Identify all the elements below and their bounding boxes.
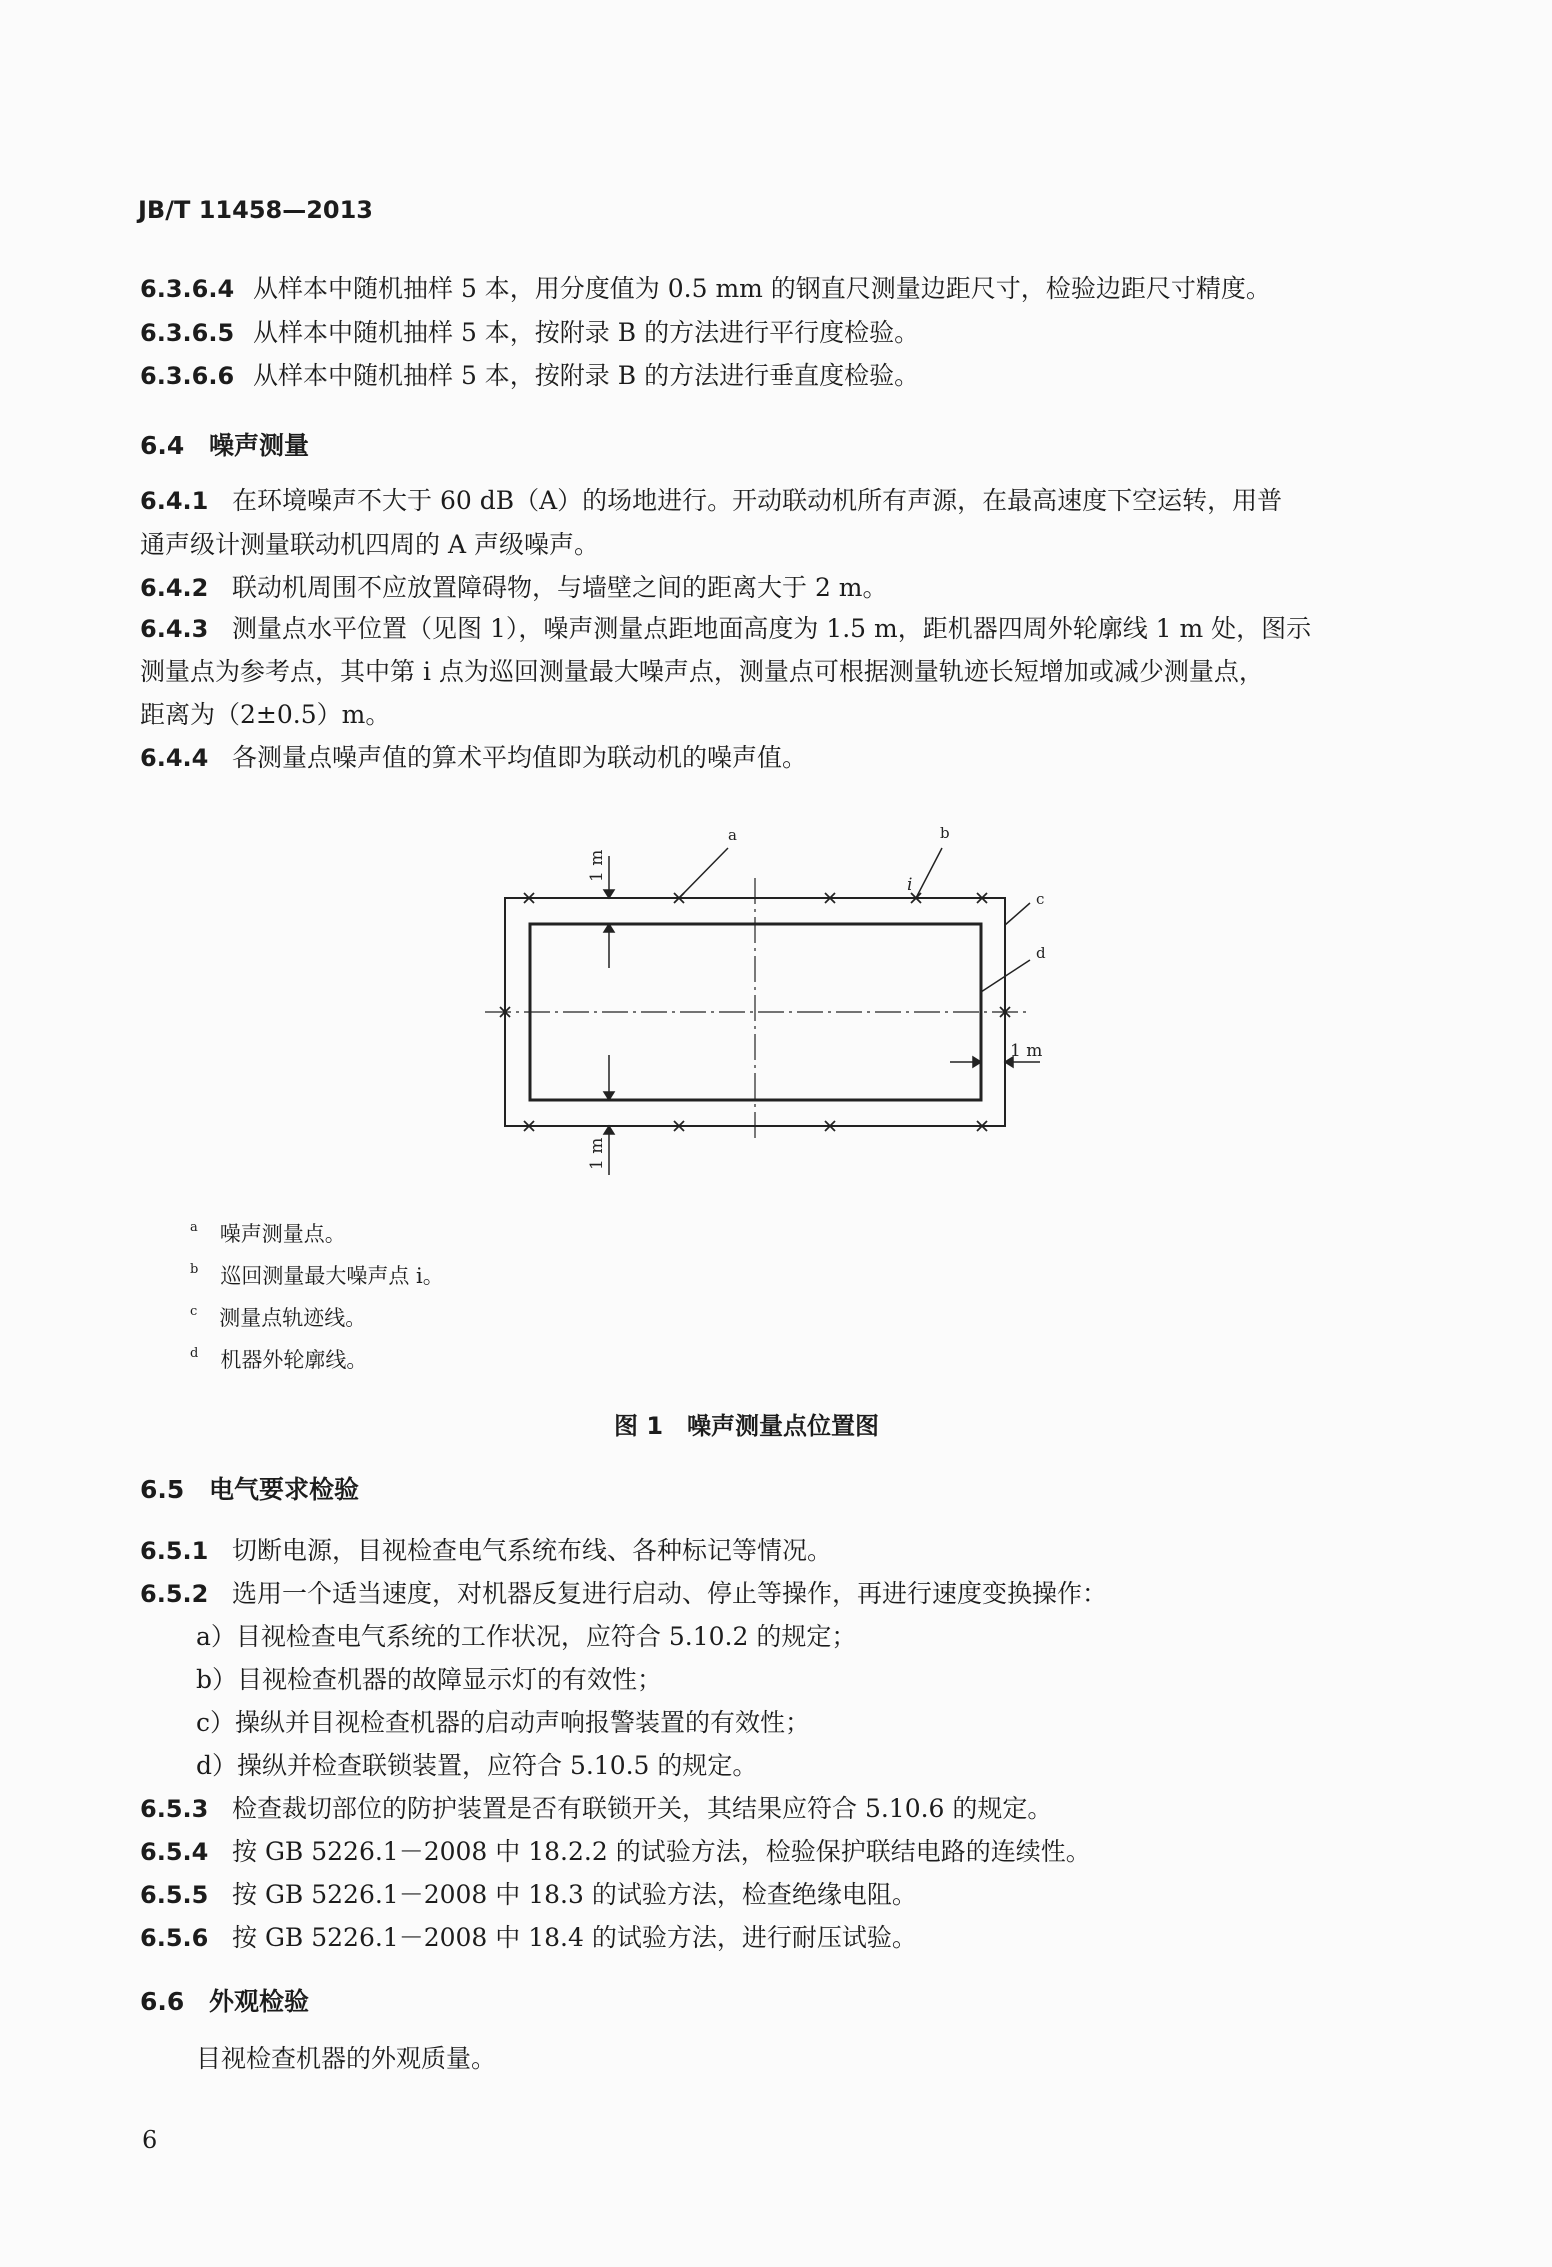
clause-text: 切断电源，目视检查电气系统布线、各种标记等情况。 (232, 1536, 833, 1565)
clause-number: 6.5.6 (140, 1924, 209, 1952)
clause-6-5-1 (140, 1536, 832, 1566)
label-i: i (907, 875, 913, 895)
label-d: d (1036, 944, 1046, 962)
clause-number: 6.5.2 (140, 1580, 209, 1608)
clause-number: 6.5.5 (140, 1881, 209, 1909)
label-c: c (1036, 890, 1045, 908)
section-number: 6.5 (140, 1475, 185, 1504)
figure-note-c (190, 1302, 366, 1332)
clause-text: 从样本中随机抽样 5 本，按附录 B 的方法进行垂直度检验。 (253, 361, 920, 390)
note-key: d (190, 1346, 199, 1361)
clause-text: 按 GB 5226.1－2008 中 18.2.2 的试验方法，检验保护联结电路的连续性。 (232, 1837, 1091, 1866)
clause-6-5-4 (140, 1837, 1091, 1867)
label-dim-bottom: 1 m (587, 1137, 607, 1170)
section-title: 外观检验 (209, 1987, 310, 2016)
clause-number: 6.4.1 (140, 487, 209, 515)
label-a: a (728, 826, 737, 844)
document-id: JB/T 11458—2013 (138, 196, 374, 224)
clause-text: 检查裁切部位的防护装置是否有联锁开关，其结果应符合 5.10.6 的规定。 (232, 1794, 1053, 1823)
clause-text: 联动机周围不应放置障碍物，与墙壁之间的距离大于 2 m。 (232, 573, 888, 602)
clause-text: 在环境噪声不大于 60 dB（A）的场地进行。开动联动机所有声源，在最高速度下空运转，用普 (232, 486, 1283, 515)
figure-caption: 图 1 噪声测量点位置图 (614, 1412, 880, 1440)
note-key: c (190, 1304, 198, 1319)
clause-number: 6.3.6.4 (140, 275, 235, 303)
clause-number: 6.4.3 (140, 615, 209, 643)
list-item-a: a）目视检查电气系统的工作状况，应符合 5.10.2 的规定； (196, 1622, 857, 1651)
clause-6-4-3-cont1: 测量点为参考点，其中第 i 点为巡回测量最大噪声点，测量点可根据测量轨迹长短增加或减少测量点， (140, 657, 1264, 686)
list-item-c: c）操纵并目视检查机器的启动声响报警装置的有效性； (196, 1708, 811, 1737)
section-title: 电气要求检验 (209, 1475, 360, 1504)
section-6-6-text: 目视检查机器的外观质量。 (196, 2044, 497, 2073)
clause-number: 6.3.6.5 (140, 319, 235, 347)
figure-note-a (190, 1218, 346, 1248)
clause-number: 6.3.6.6 (140, 362, 235, 390)
section-number: 6.6 (140, 1987, 185, 2016)
clause-number: 6.4.4 (140, 744, 209, 772)
label-dim-top: 1 m (587, 849, 607, 882)
clause-text: 测量点水平位置（见图 1），噪声测量点距地面高度为 1.5 m，距机器四周外轮廓线 1 m 处，图示 (232, 614, 1312, 643)
clause-text: 按 GB 5226.1－2008 中 18.3 的试验方法，检查绝缘电阻。 (232, 1880, 917, 1909)
clause-text: 选用一个适当速度，对机器反复进行启动、停止等操作，再进行速度变换操作： (232, 1579, 1108, 1608)
page-number: 6 (142, 2126, 158, 2154)
clause-number: 6.5.1 (140, 1537, 209, 1565)
note-key: a (190, 1220, 198, 1235)
clause-6-5-3 (140, 1794, 1052, 1824)
clause-number: 6.4.2 (140, 574, 209, 602)
note-key: b (190, 1262, 199, 1277)
clause-number: 6.5.3 (140, 1795, 209, 1823)
note-text: 测量点轨迹线。 (219, 1306, 367, 1330)
section-6-5-heading (140, 1470, 359, 1506)
clause-number: 6.5.4 (140, 1838, 209, 1866)
label-b: b (940, 824, 950, 842)
clause-6-5-2 (140, 1579, 1107, 1609)
label-dim-right: 1 m (1010, 1041, 1043, 1061)
clause-6-5-6 (140, 1923, 917, 1953)
clause-text: 从样本中随机抽样 5 本，用分度值为 0.5 mm 的钢直尺测量边距尺寸，检验边距尺寸精度。 (253, 274, 1271, 303)
note-text: 巡回测量最大噪声点 i。 (220, 1264, 444, 1288)
clause-text: 按 GB 5226.1－2008 中 18.4 的试验方法，进行耐压试验。 (232, 1923, 917, 1952)
section-number: 6.4 (140, 431, 185, 460)
figure-note-d (190, 1344, 367, 1374)
clause-6-4-3-cont2: 距离为（2±0.5）m。 (140, 700, 391, 729)
clause-6-4-1-cont: 通声级计测量联动机四周的 A 声级噪声。 (140, 530, 599, 559)
clause-text: 从样本中随机抽样 5 本，按附录 B 的方法进行平行度检验。 (253, 318, 920, 347)
list-item-d: d）操纵并检查联锁装置，应符合 5.10.5 的规定。 (196, 1751, 758, 1780)
section-6-6-heading (140, 1982, 309, 2018)
list-item-b: b）目视检查机器的故障显示灯的有效性； (196, 1665, 663, 1694)
note-text: 机器外轮廓线。 (220, 1348, 368, 1372)
clause-text: 各测量点噪声值的算术平均值即为联动机的噪声值。 (232, 743, 808, 772)
section-title: 噪声测量 (209, 431, 310, 460)
note-text: 噪声测量点。 (219, 1222, 346, 1246)
clause-6-5-5 (140, 1880, 917, 1910)
figure-note-b (190, 1260, 444, 1290)
